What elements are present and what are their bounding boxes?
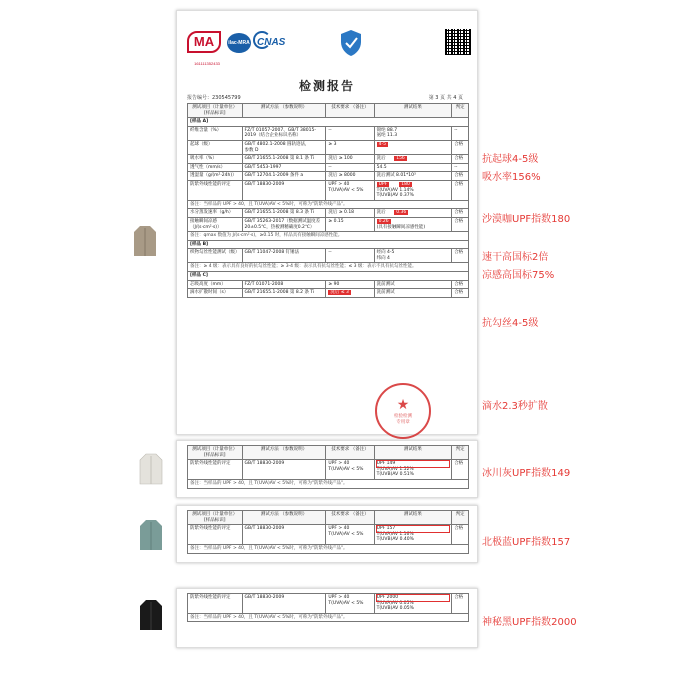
cell — [374, 126, 452, 140]
header-judge: 判定 — [452, 511, 469, 525]
uv-req-uva: T(UVA)AV < 5% — [328, 187, 364, 193]
callout-upf-sand: 沙漠咖UPF指数180 — [482, 214, 571, 225]
table-row — [188, 217, 469, 231]
req-uva: T(UVA)AV < 5% — [328, 600, 364, 606]
cell: -- — [452, 163, 469, 172]
uvb-result: T(UVB)AV 0.37% — [376, 193, 414, 199]
callout-cool: 凉感高国标75% — [482, 270, 555, 281]
pilling-result: 4-5 — [378, 141, 386, 147]
cell: -- — [326, 163, 374, 172]
cell: -- — [326, 126, 374, 140]
cell: 洗前测试 — [374, 280, 452, 289]
cell — [374, 217, 452, 231]
cell: 防紫外线性能的评定 — [188, 460, 243, 480]
header-req: 技术要求 （备注） — [326, 104, 374, 118]
sample-b-label: [样品 B] — [188, 240, 469, 249]
card-note: 备注：当样品的 UPF > 40，且 T(UVA)AV < 5%时，可称为"防紫外线产品"。 — [188, 479, 469, 488]
cell: GB/T 21655.1-2008 第 8.2 条 Ti — [242, 289, 326, 298]
upf-value: UPF 149 — [377, 461, 450, 467]
cool-result: 0.26 — [378, 218, 389, 224]
cell: 织物勾丝性能测试（级） — [188, 249, 243, 263]
cell: 合格 — [452, 172, 469, 181]
certification-logos — [187, 27, 472, 66]
cell — [326, 594, 374, 614]
table-row — [188, 289, 469, 298]
cell — [374, 249, 452, 263]
cell: 合格 — [452, 249, 469, 263]
cell: 洗前测试 — [374, 289, 452, 298]
header-result: 测试结果 — [374, 104, 452, 118]
cell: 洗后 ≥ 0.18 — [326, 209, 374, 218]
uva-value: T(UVA)AV 1.16% — [376, 531, 414, 537]
cell: 洗后 ≥ 8000 — [326, 172, 374, 181]
cell: 透气性（mm/s） — [188, 163, 243, 172]
cell: 防紫外线性能的评定 — [188, 594, 243, 614]
cell: GB/T 5453-1997 — [242, 163, 326, 172]
cell: 洗后测试 8.01*10³ — [374, 172, 452, 181]
uvb-value: T(UVB)AV 0.51% — [376, 472, 414, 478]
table-row — [188, 594, 469, 614]
fiber-nylon: 锦纶 88.7 — [376, 127, 398, 133]
cell: 防紫外线性能的评定 — [188, 180, 243, 200]
cell: GB/T 18830-2009 — [242, 594, 326, 614]
header-result: 测试结果 — [374, 446, 452, 460]
cell: 合格 — [452, 180, 469, 200]
req-uva: T(UVA)AV < 5% — [328, 531, 364, 537]
header-method: 测试方法 （参数说明） — [242, 511, 326, 525]
cell: GB/T 21655.1-2008 第 8.3 条 Ti — [242, 209, 326, 218]
cell: 合格 — [452, 209, 469, 218]
page-info: 第 3 页 共 4 页 — [428, 95, 463, 101]
callout-upf-ice: 冰川灰UPF指数149 — [482, 468, 571, 479]
qr-code[interactable] — [445, 29, 471, 55]
callout-upf-blue: 北极蓝UPF指数157 — [482, 537, 571, 548]
cell: 防紫外线性能的评定 — [188, 525, 243, 545]
callout-quickdry: 速干高国标2倍 — [482, 252, 549, 263]
header-judge: 判定 — [452, 446, 469, 460]
report-title: 检测报告 — [298, 79, 355, 93]
cma-logo: MA 161111352433 — [187, 31, 221, 53]
req-upf: UPF > 40 — [328, 461, 350, 467]
cell — [326, 525, 374, 545]
cell: ≥ 90 — [326, 280, 374, 289]
callout-upf-black: 神秘黑UPF指数2000 — [482, 617, 577, 628]
cell — [326, 289, 374, 298]
uvb-value: T(UVB)AV 0.40% — [376, 537, 414, 543]
cell: -- — [452, 126, 469, 140]
seal-text: 检验检测 — [394, 414, 412, 419]
table-row — [188, 209, 469, 218]
jacket-blue-image — [138, 518, 164, 552]
header-req: 技术要求 （备注） — [326, 446, 374, 460]
cell: FZ/T 01071-2008 — [242, 280, 326, 289]
req-upf: UPF > 40 — [328, 595, 350, 600]
table-row — [188, 180, 469, 200]
table-row — [188, 172, 469, 181]
table-row — [188, 240, 469, 249]
uv-note: 备注：当样品的 UPF > 40，且 T(UVA)AV < 5%时，可称为"防紫外线产品"。 — [188, 200, 469, 209]
star-icon: ★ — [396, 397, 410, 413]
table-row — [188, 126, 469, 140]
cell — [374, 525, 452, 545]
callout-pilling: 抗起球4-5级 — [482, 154, 539, 165]
cell: 54.5 — [374, 163, 452, 172]
snag-remark: 备注：≥ 4 级：表示具有良好的抗勾丝性能；≥ 3-4 级：表示具有抗勾丝性能；≤ 3 级：表示不具有抗勾丝性能。 — [188, 263, 469, 272]
cell: 水分蒸发速率（g/h） — [188, 209, 243, 218]
cnas-logo: CNAS — [257, 33, 293, 53]
upf-card-blue — [176, 505, 478, 563]
cell: 合格 — [452, 155, 469, 164]
cell: 起球（级） — [188, 140, 243, 154]
table-row — [188, 460, 469, 480]
test-results-table — [187, 103, 469, 298]
pill-method: GB/T 4802.1-2008 圆轨迹法， — [244, 141, 310, 147]
cell: FZ/T 01057-2007、GB/T 38015-2019（结合企业标识名称） — [242, 126, 326, 140]
header-result: 测试结果 — [374, 511, 452, 525]
snag-warp: 经向 4-5 — [376, 250, 395, 256]
cell — [374, 460, 452, 480]
cell: 合格 — [452, 280, 469, 289]
shield-icon — [339, 29, 363, 57]
header-item: 测试项目（计量单位） [样品标识] — [188, 104, 243, 118]
uva-result: T(UVA)AV 1.14% — [376, 187, 414, 193]
upf-result: 180 — [401, 181, 410, 187]
cell: GB/T 11047-2008 钉锤法 — [242, 249, 326, 263]
uvb-value: T(UVB)AV 0.05% — [376, 606, 414, 612]
cell — [242, 140, 326, 154]
table-row — [188, 232, 469, 241]
dry-rate-result: 0.36 — [396, 210, 407, 216]
cell: ≥ 0.15 — [326, 217, 374, 231]
cell — [374, 155, 452, 164]
table-row — [188, 155, 469, 164]
callout-absorption: 吸水率156% — [482, 172, 541, 183]
report-page — [176, 10, 478, 435]
cell: -- — [326, 249, 374, 263]
cell: GB/T 21655.1-2008 第 8.1 条 Ti — [242, 155, 326, 164]
header-item: 测试项目（计量单位） [样品标识] — [188, 511, 243, 525]
table-row — [188, 272, 469, 281]
header-method: 测试方法 （参数说明） — [242, 446, 326, 460]
cell: 滴水扩散时间（s） — [188, 289, 243, 298]
cell: 纤维含量（%） — [188, 126, 243, 140]
cool-remark: 备注：qmax 数值为 J/(s·cm²·s)，≥0.15 时，样品具有接触瞬间凉感性能。 — [188, 232, 469, 241]
upf-value: UPF 2000 — [377, 595, 450, 601]
table-row — [188, 140, 469, 154]
upf-label: UPF — [378, 181, 388, 187]
cell: 合格 — [452, 594, 469, 614]
upf-card-ice — [176, 440, 478, 498]
upf-table — [187, 510, 469, 554]
upf-table — [187, 445, 469, 489]
cell: GB/T 35263-2017（数据测试温度差 20±0.5℃，热板测精确度0.2℃） — [242, 217, 326, 231]
card-note: 备注：当样品的 UPF > 40，且 T(UVA)AV < 5%时，可称为"防紫外线产品"。 — [188, 544, 469, 553]
official-seal — [375, 383, 431, 439]
dry-label: 洗后 — [376, 210, 386, 216]
spread-req: 洗后 ≤ 3 — [330, 290, 349, 296]
cell — [374, 180, 452, 200]
cool-note: (具有接触瞬间凉感性能) — [376, 224, 426, 230]
absorption-result: 156 — [396, 156, 405, 162]
uva-value: T(UVA)AV 1.52% — [376, 466, 414, 472]
table-row — [188, 163, 469, 172]
table-row — [188, 249, 469, 263]
req-upf: UPF > 40 — [328, 526, 350, 532]
cell: 合格 — [452, 217, 469, 231]
cell: GB/T 18830-2009 — [242, 525, 326, 545]
cell: GB/T 18830-2009 — [242, 180, 326, 200]
cell: 合格 — [452, 525, 469, 545]
sample-c-label: [样品 C] — [188, 272, 469, 281]
cell: 合格 — [452, 140, 469, 154]
req-uva: T(UVA)AV < 5% — [328, 466, 364, 472]
callout-snag: 抗勾丝4-5级 — [482, 318, 539, 329]
cell — [374, 594, 452, 614]
sample-a-label: [样品 A] — [188, 118, 469, 127]
table-row — [188, 280, 469, 289]
table-row — [188, 263, 469, 272]
cell: GB/T 12704.1-2009 条件 a — [242, 172, 326, 181]
cell: 合格 — [452, 289, 469, 298]
uva-value: T(UVA)AV 0.05% — [376, 600, 414, 606]
pill-param: 参数 D — [244, 147, 259, 153]
seal-subtext: 专用章 — [396, 420, 410, 425]
upf-value: UPF 157 — [377, 526, 450, 532]
cell: 洗后 ≥ 100 — [326, 155, 374, 164]
jacket-sand-image — [132, 224, 158, 258]
abs-label: 洗后 — [376, 156, 386, 162]
callout-drip: 滴水2.3秒扩散 — [482, 401, 548, 412]
table-header-row — [188, 104, 469, 118]
header-req: 技术要求 （备注） — [326, 511, 374, 525]
table-row — [188, 525, 469, 545]
cell: ≥ 3 — [326, 140, 374, 154]
card-note: 备注：当样品的 UPF > 40，且 T(UVA)AV < 5%时，可称为"防紫外线产品"。 — [188, 613, 469, 622]
jacket-black-image — [138, 598, 164, 632]
header-method: 测试方法 （参数说明） — [242, 104, 326, 118]
jacket-ice-image — [138, 452, 164, 486]
uv-req-upf: UPF > 40 — [328, 181, 350, 187]
cell: 吸水率（%） — [188, 155, 243, 164]
fiber-spandex: 氨纶 11.3 — [376, 133, 398, 139]
cell: 芯吸高度（mm） — [188, 280, 243, 289]
ilac-logo: ilac-MRA — [227, 33, 251, 53]
table-row — [188, 118, 469, 127]
snag-weft: 纬向 4 — [376, 255, 390, 261]
cell: GB/T 18830-2009 — [242, 460, 326, 480]
table-row — [188, 200, 469, 209]
header-judge: 判定 — [452, 104, 469, 118]
cell — [374, 140, 452, 154]
upf-card-black — [176, 588, 478, 648]
cell: 合格 — [452, 460, 469, 480]
cell — [326, 180, 374, 200]
cell — [374, 209, 452, 218]
cell — [326, 460, 374, 480]
report-number: 报告编号：230545799 — [187, 95, 241, 101]
upf-table — [187, 593, 469, 622]
cell: 透湿量（g/(m²·24h)） — [188, 172, 243, 181]
cell: 接触瞬间凉感（J/(s·cm²·s)） — [188, 217, 243, 231]
header-item: 测试项目（计量单位） [样品标识] — [188, 446, 243, 460]
